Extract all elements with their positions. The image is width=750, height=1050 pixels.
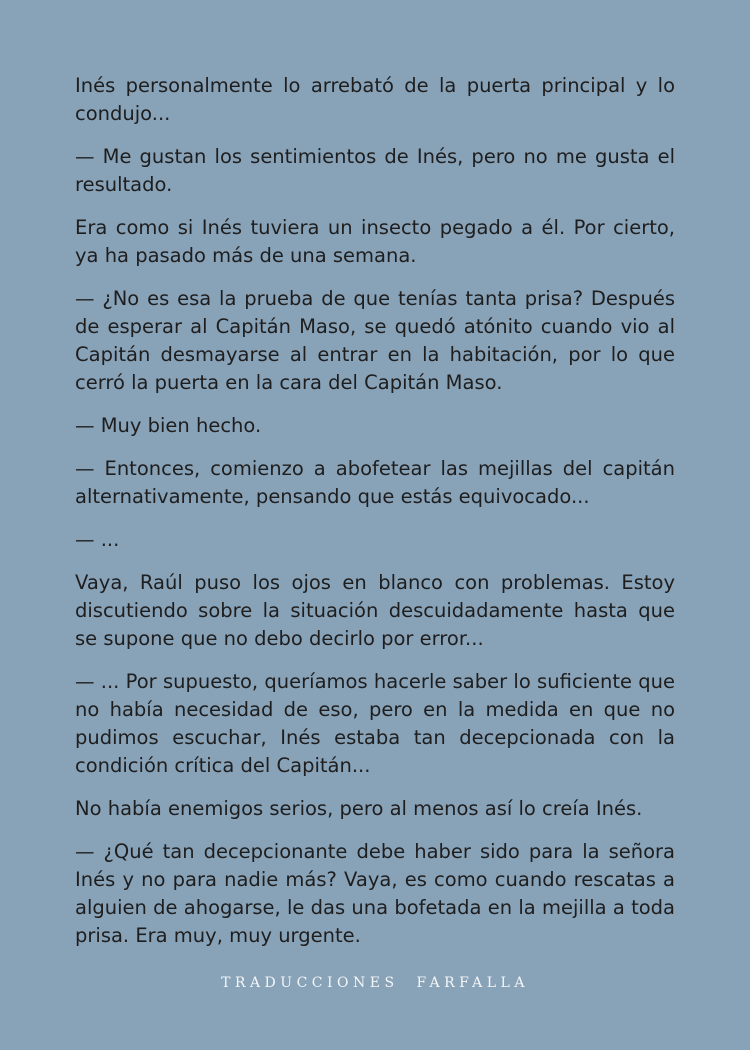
paragraph: — Muy bien hecho. (75, 414, 262, 437)
paragraph: — Entonces, comienzo a abofetear las mejillas del capitán alternativamente, pensando que estás equivocado... (75, 457, 675, 508)
paragraph: — ¿Qué tan decepcionante debe haber sido para la señora Inés y no para nadie más? Vaya, es como cuando rescatas a alguien de ahogarse, le das una bofetada en la mejilla a toda prisa. Era muy, muy urgente. (75, 840, 675, 947)
paragraph: — ... (75, 528, 120, 551)
paragraph: — ... Por supuesto, queríamos hacerle saber lo suficiente que no había necesidad de eso, pero en la medida en que no pudimos escuchar, Inés estaba tan decepcionada con la condición crítica del Capitán... (75, 670, 675, 777)
paragraph: Inés personalmente lo arrebató de la puerta principal y lo condujo... (75, 74, 675, 125)
footer-credit: TRADUCCIONES FARFALLA (221, 975, 529, 991)
page-body (75, 72, 675, 965)
paragraph: Vaya, Raúl puso los ojos en blanco con problemas. Estoy discutiendo sobre la situación descuidadamente hasta que se supone que no debo decirlo por error... (75, 571, 675, 650)
paragraph: — Me gustan los sentimientos de Inés, pero no me gusta el resultado. (75, 145, 675, 196)
paragraph: Era como si Inés tuviera un insecto pegado a él. Por cierto, ya ha pasado más de una semana. (75, 216, 675, 267)
paragraph: No había enemigos serios, pero al menos así lo creía Inés. (75, 797, 643, 820)
paragraph: — ¿No es esa la prueba de que tenías tanta prisa? Después de esperar al Capitán Maso, se quedó atónito cuando vio al Capitán desmayarse al entrar en la habitación, por lo que cerró la puerta en la cara del Capitán Maso. (75, 287, 675, 394)
